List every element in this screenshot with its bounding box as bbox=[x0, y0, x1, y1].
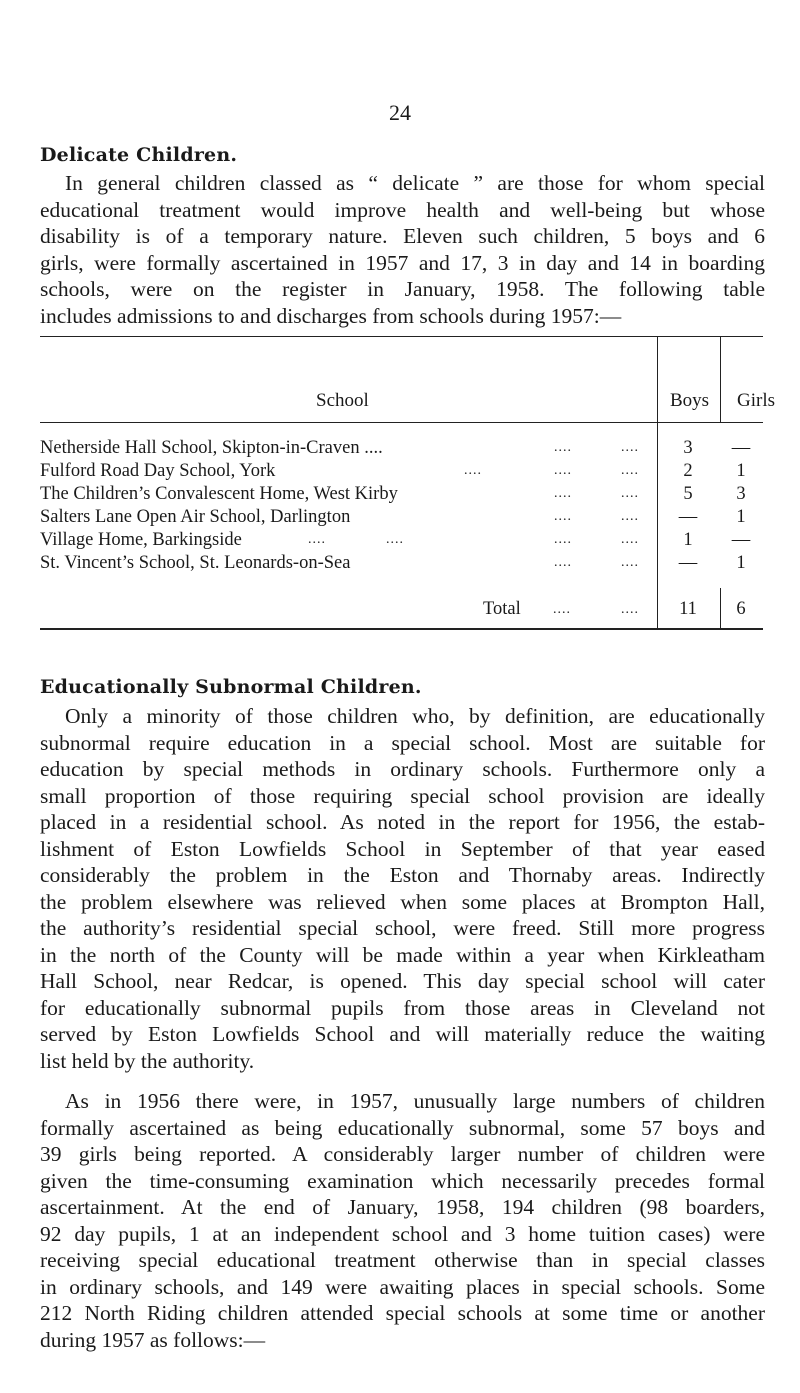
leader-dots: .... bbox=[621, 602, 639, 617]
school-name: Fulford Road Day School, York bbox=[40, 461, 276, 481]
paragraph-esn-2 bbox=[40, 1088, 765, 1353]
text-line: served by Eston Lowfields School and will materially reduce the waiting bbox=[40, 1022, 765, 1046]
table-row bbox=[40, 507, 763, 529]
text-line: considerably the problem in the Eston and Thornaby areas. Indirectly bbox=[40, 863, 765, 887]
leader-dots: .... bbox=[621, 463, 639, 478]
table-row bbox=[40, 461, 763, 483]
table-row bbox=[40, 530, 763, 552]
girls-count: — bbox=[731, 530, 751, 550]
text-line: list held by the authority. bbox=[40, 1048, 255, 1073]
text-line: receiving special educational treatment otherwise than in special classes bbox=[40, 1248, 765, 1272]
leader-dots: .... bbox=[554, 486, 572, 501]
leader-dots: .... bbox=[621, 509, 639, 524]
text-line: Only a minority of those children who, by definition, are educationally bbox=[65, 704, 765, 728]
text-line: schools, were on the register in January, 1958. The following table bbox=[40, 277, 765, 301]
text-line: Hall School, near Redcar, is opened. This day special school will cater bbox=[40, 969, 765, 993]
paragraph-esn-1 bbox=[40, 703, 765, 1074]
leader-dots: .... bbox=[621, 532, 639, 547]
leader-dots: .... bbox=[386, 532, 404, 547]
total-girls: 6 bbox=[736, 599, 746, 619]
text-line: 39 girls being reported. A considerably larger number of children were bbox=[40, 1142, 765, 1166]
boys-count: 5 bbox=[683, 484, 693, 504]
leader-dots: .... bbox=[554, 509, 572, 524]
leader-dots: .... bbox=[554, 463, 572, 478]
girls-count: 1 bbox=[736, 461, 746, 481]
text-line: lishment of Eston Lowfields School in September of that year eased bbox=[40, 836, 765, 861]
table-column-divider bbox=[720, 588, 721, 628]
school-name: Salters Lane Open Air School, Darlington bbox=[40, 507, 351, 527]
total-label: Total bbox=[483, 599, 521, 619]
text-line: education by special methods in ordinary schools. Furthermore only a bbox=[40, 757, 765, 781]
text-line: in the north of the County will be made within a year when Kirkleatham bbox=[40, 942, 765, 967]
girls-count: — bbox=[731, 438, 751, 458]
school-name: Netherside Hall School, Skipton-in-Craven .... bbox=[40, 438, 383, 458]
text-line: formally ascertained as being educationally subnormal, some 57 boys and bbox=[40, 1115, 765, 1140]
leader-dots: .... bbox=[554, 532, 572, 547]
text-line: 92 day pupils, 1 at an independent school and 3 home tuition cases) were bbox=[40, 1221, 765, 1246]
page-number: 24 bbox=[389, 100, 411, 125]
text-line: subnormal require education in a special school. Most are suitable for bbox=[40, 730, 765, 755]
paragraph-delicate-children bbox=[40, 170, 765, 329]
boys-count: 2 bbox=[683, 461, 693, 481]
boys-count: — bbox=[678, 507, 698, 527]
leader-dots: .... bbox=[464, 463, 482, 478]
section-heading-educationally-subnormal: Educationally Subnormal Children. bbox=[40, 676, 422, 698]
text-line: the authority’s residential special school, were freed. Still more progress bbox=[40, 916, 765, 940]
section-heading-delicate-children: Delicate Children. bbox=[40, 144, 238, 166]
column-header-boys: Boys bbox=[670, 390, 710, 411]
table-column-divider bbox=[720, 336, 721, 422]
table-bottom-rule bbox=[40, 628, 763, 630]
table-row bbox=[40, 553, 763, 575]
column-header-girls: Girls bbox=[737, 390, 775, 411]
text-line: disability is of a temporary nature. Eleven such children, 5 boys and 6 bbox=[40, 224, 765, 248]
table-row bbox=[40, 484, 763, 506]
text-line: given the time-consuming examination which necessarily precedes formal bbox=[40, 1168, 765, 1193]
table-header-rule bbox=[40, 422, 657, 423]
table-header-rule bbox=[657, 422, 763, 423]
schools-table bbox=[40, 336, 775, 630]
school-name: Village Home, Barkingside bbox=[40, 530, 242, 550]
text-line: In general children classed as “ delicate ” are those for whom special bbox=[65, 171, 765, 195]
text-line: educational treatment would improve health and well-being but whose bbox=[40, 197, 765, 222]
leader-dots: .... bbox=[554, 440, 572, 455]
leader-dots: .... bbox=[554, 555, 572, 570]
text-line: during 1957 as follows:— bbox=[40, 1327, 266, 1352]
text-line: for educationally subnormal pupils from those areas in Cleveland not bbox=[40, 995, 765, 1020]
leader-dots: .... bbox=[621, 555, 639, 570]
girls-count: 3 bbox=[736, 484, 746, 504]
text-line: ascertainment. At the end of January, 1958, 194 children (98 boarders, bbox=[40, 1195, 765, 1219]
column-header-school: School bbox=[316, 390, 369, 411]
school-name: The Children’s Convalescent Home, West Kirby bbox=[40, 484, 398, 504]
girls-count: 1 bbox=[736, 507, 746, 527]
text-line: the problem elsewhere was relieved when some places at Brompton Hall, bbox=[40, 889, 765, 914]
leader-dots: .... bbox=[553, 602, 571, 617]
table-row bbox=[40, 438, 763, 460]
school-name: St. Vincent’s School, St. Leonards-on-Sea bbox=[40, 553, 351, 573]
boys-count: 1 bbox=[683, 530, 693, 550]
text-line: in ordinary schools, and 149 were awaiting places in special schools. Some bbox=[40, 1274, 765, 1299]
table-top-rule bbox=[40, 336, 763, 337]
text-line: As in 1956 there were, in 1957, unusually large numbers of children bbox=[65, 1089, 765, 1113]
leader-dots: .... bbox=[621, 440, 639, 455]
leader-dots: .... bbox=[308, 532, 326, 547]
text-line: includes admissions to and discharges from schools during 1957:— bbox=[40, 303, 622, 328]
girls-count: 1 bbox=[736, 553, 746, 573]
text-line: small proportion of those requiring special school provision are ideally bbox=[40, 783, 765, 808]
boys-count: — bbox=[678, 553, 698, 573]
text-line: girls, were formally ascertained in 1957 and 17, 3 in day and 14 in boarding bbox=[40, 250, 765, 275]
leader-dots: .... bbox=[621, 486, 639, 501]
boys-count: 3 bbox=[683, 438, 693, 458]
text-line: placed in a residential school. As noted in the report for 1956, the estab- bbox=[40, 810, 765, 834]
total-boys: 11 bbox=[679, 599, 697, 619]
text-line: 212 North Riding children attended special schools at some time or another bbox=[40, 1301, 765, 1325]
